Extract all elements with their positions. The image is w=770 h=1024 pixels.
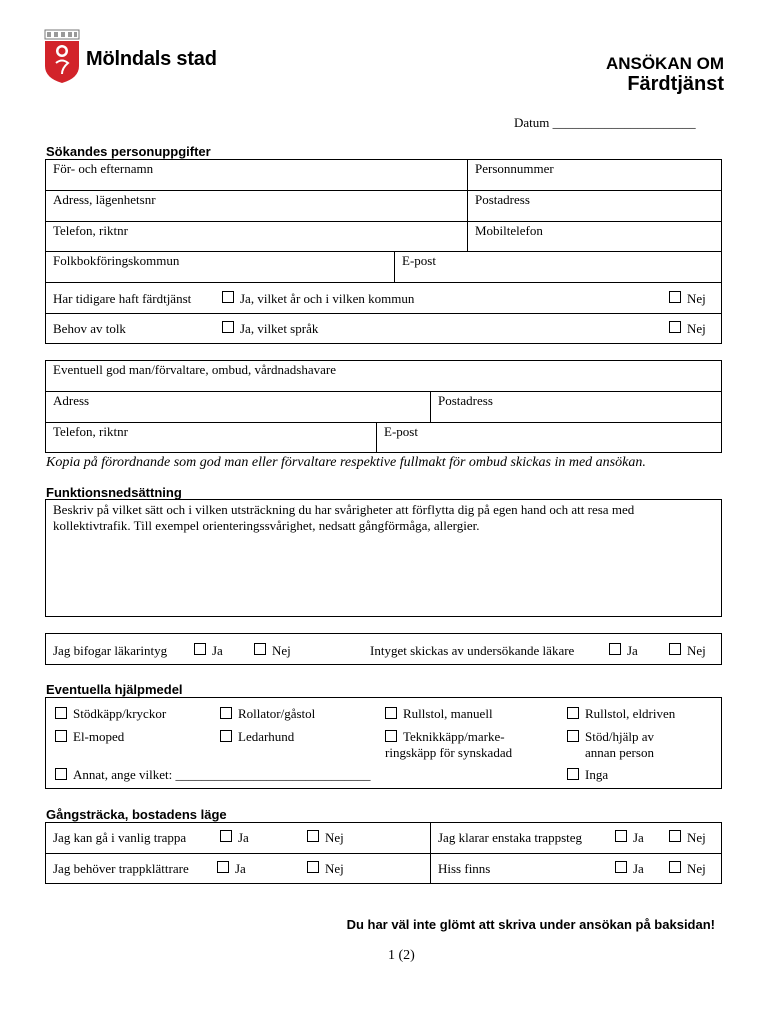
certificate-attach-yes-checkbox[interactable] (194, 643, 206, 655)
page-number: 1 (2) (388, 948, 415, 963)
section-title-personal: Sökandes personuppgifter (46, 144, 211, 159)
stair-climber-no-label: Nej (325, 861, 344, 876)
stair-climber-label: Jag behöver trappklättrare (53, 861, 189, 876)
aid-crutch-checkbox[interactable] (55, 707, 67, 719)
phone-field[interactable]: Telefon, riktnr (53, 223, 128, 238)
aid-white-cane-checkbox[interactable] (385, 730, 397, 742)
aid-personal-support-label-line2: annan person (585, 745, 654, 760)
postadress-field[interactable]: Postadress (475, 192, 530, 207)
stair-climber-yes-label: Ja (235, 861, 246, 876)
stair-climber-no-checkbox[interactable] (307, 861, 319, 873)
aid-other-field[interactable]: Annat, ange vilket: ______________________________ (73, 767, 371, 782)
form-title-line2: Färdtjänst (627, 73, 724, 95)
logo (44, 28, 224, 86)
aid-guide-dog-checkbox[interactable] (220, 730, 232, 742)
certificate-sent-no-checkbox[interactable] (669, 643, 681, 655)
prev-service-yes-label: Ja, vilket år och i vilken kommun (240, 291, 415, 306)
aid-moped-checkbox[interactable] (55, 730, 67, 742)
elevator-no-label: Nej (687, 861, 706, 876)
form-title-line1: ANSÖKAN OM (605, 54, 724, 73)
elevator-no-checkbox[interactable] (669, 861, 681, 873)
aid-wheelchair-electric-checkbox[interactable] (567, 707, 579, 719)
name-field[interactable]: För- och efternamn (53, 161, 154, 176)
molndal-coat-of-arms-icon (44, 28, 80, 84)
steps-yes-checkbox[interactable] (615, 830, 627, 842)
guardian-name-field[interactable]: Eventuell god man/förvaltare, ombud, vårdnadshavare (53, 362, 337, 377)
logo-text: Mölndals stad (86, 48, 217, 70)
aid-none-checkbox[interactable] (567, 768, 579, 780)
aid-personal-support-label-line1: Stöd/hjälp av (585, 729, 654, 744)
stairs-no-checkbox[interactable] (307, 830, 319, 842)
folkbokforing-field[interactable]: Folkbokföringskommun (53, 253, 180, 268)
section-title-walking: Gångsträcka, bostadens läge (46, 807, 227, 822)
stairs-yes-checkbox[interactable] (220, 830, 232, 842)
aid-crutch-label: Stödkäpp/kryckor (73, 706, 167, 721)
steps-no-label: Nej (687, 830, 706, 845)
aid-none-label: Inga (585, 767, 609, 782)
aid-guide-dog-label: Ledarhund (238, 729, 295, 744)
interpreter-no-checkbox[interactable] (669, 321, 681, 333)
interpreter-label: Behov av tolk (53, 321, 126, 336)
aid-white-cane-label-line1: Teknikkäpp/marke- (403, 729, 505, 744)
certificate-attach-yes-label: Ja (212, 643, 223, 658)
prev-service-yes-checkbox[interactable] (222, 291, 234, 303)
signature-reminder: Du har väl inte glömt att skriva under ansökan på baksidan! (346, 917, 715, 932)
certificate-sent-yes-label: Ja (627, 643, 638, 658)
guardian-email-field[interactable]: E-post (384, 424, 418, 439)
date-field[interactable]: Datum ______________________ (514, 115, 696, 130)
address-field[interactable]: Adress, lägenhetsnr (53, 192, 156, 207)
guardian-phone-field[interactable]: Telefon, riktnr (53, 424, 128, 439)
elevator-label: Hiss finns (438, 861, 491, 876)
certificate-attach-no-label: Nej (272, 643, 291, 658)
steps-yes-label: Ja (633, 830, 644, 845)
prev-service-label: Har tidigare haft färdtjänst (53, 291, 192, 306)
certificate-attach-label: Jag bifogar läkarintyg (53, 643, 168, 658)
section-title-aids: Eventuella hjälpmedel (46, 682, 183, 697)
aid-wheelchair-electric-label: Rullstol, eldriven (585, 706, 676, 721)
guardian-note: Kopia på förordnande som god man eller förvaltare respektive fullmakt för ombud skickas in med ansökan. (46, 455, 646, 470)
steps-label: Jag klarar enstaka trappsteg (438, 830, 583, 845)
guardian-postadress-field[interactable]: Postadress (438, 393, 493, 408)
aid-wheelchair-manual-label: Rullstol, manuell (403, 706, 493, 721)
elevator-yes-checkbox[interactable] (615, 861, 627, 873)
aid-wheelchair-manual-checkbox[interactable] (385, 707, 397, 719)
certificate-sent-label: Intyget skickas av undersökande läkare (370, 643, 575, 658)
interpreter-yes-checkbox[interactable] (222, 321, 234, 333)
aid-personal-support-checkbox[interactable] (567, 730, 579, 742)
certificate-sent-yes-checkbox[interactable] (609, 643, 621, 655)
mobile-field[interactable]: Mobiltelefon (475, 223, 543, 238)
stairs-yes-label: Ja (238, 830, 249, 845)
certificate-attach-no-checkbox[interactable] (254, 643, 266, 655)
email-field[interactable]: E-post (402, 253, 436, 268)
interpreter-no-label: Nej (687, 321, 706, 336)
steps-no-checkbox[interactable] (669, 830, 681, 842)
prev-service-no-checkbox[interactable] (669, 291, 681, 303)
aid-rollator-checkbox[interactable] (220, 707, 232, 719)
stair-climber-yes-checkbox[interactable] (217, 861, 229, 873)
aid-rollator-label: Rollator/gåstol (238, 706, 316, 721)
aid-white-cane-label-line2: ringskäpp för synskadad (385, 745, 513, 760)
aid-moped-label: El-moped (73, 729, 125, 744)
disability-instruction-line2: kollektivtrafik. Till exempel orienteringssvårighet, nedsatt gångförmåga, allergier. (53, 518, 480, 533)
stairs-label: Jag kan gå i vanlig trappa (53, 830, 187, 845)
section-title-disability: Funktionsnedsättning (46, 485, 182, 500)
disability-instruction-line1: Beskriv på vilket sätt och i vilken utsträckning du har svårigheter att förflytta dig på egen hand och att resa med (53, 502, 635, 517)
aid-other-checkbox[interactable] (55, 768, 67, 780)
elevator-yes-label: Ja (633, 861, 644, 876)
stairs-no-label: Nej (325, 830, 344, 845)
certificate-sent-no-label: Nej (687, 643, 706, 658)
prev-service-no-label: Nej (687, 291, 706, 306)
guardian-address-field[interactable]: Adress (53, 393, 90, 408)
interpreter-yes-label: Ja, vilket språk (240, 321, 319, 336)
personnummer-field[interactable]: Personnummer (475, 161, 554, 176)
